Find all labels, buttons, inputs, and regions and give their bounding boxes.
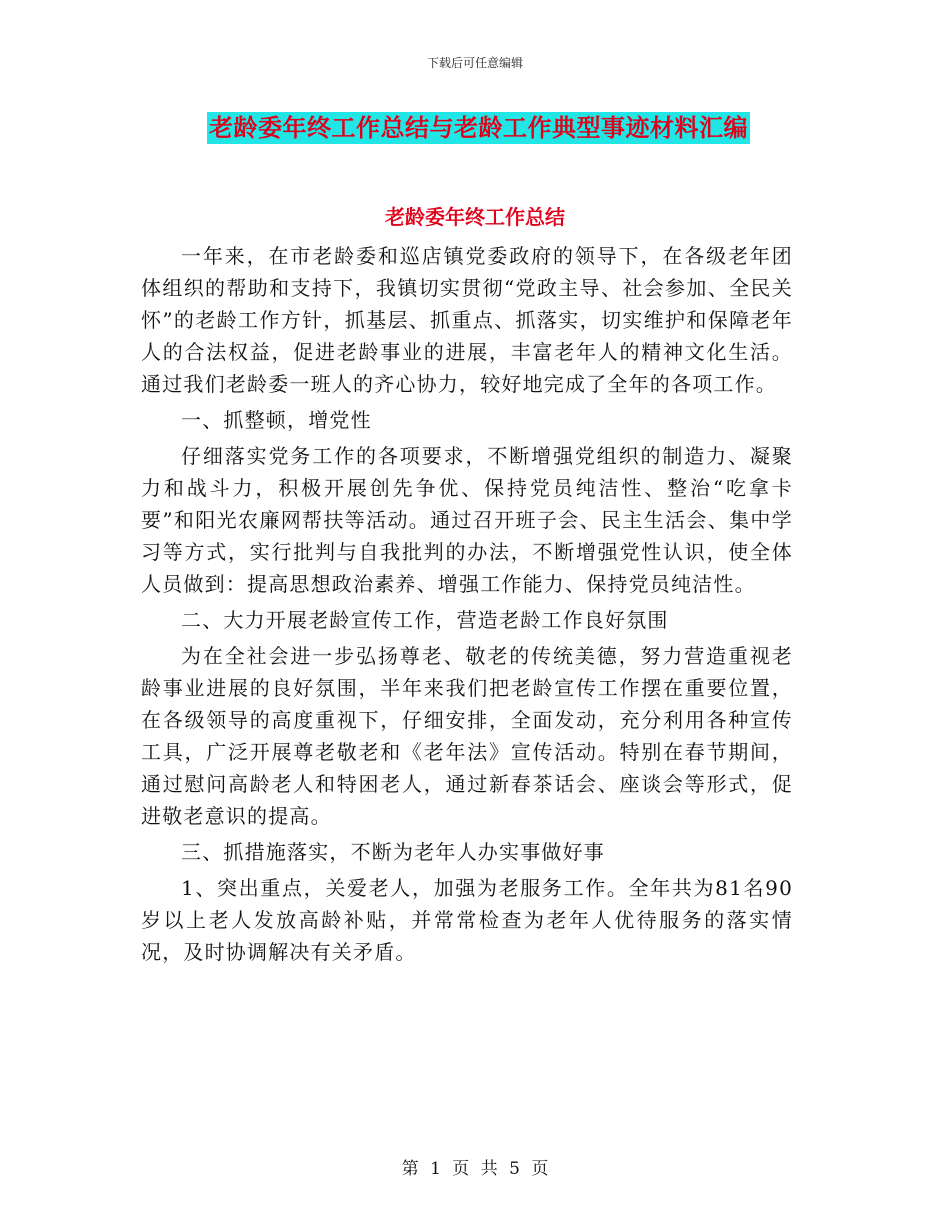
section-title: 老龄委年终工作总结 xyxy=(385,205,565,229)
paragraph-intro: 一年来，在市老龄委和巡店镇党委政府的领导下，在各级老年团体组织的帮助和支持下，我镇切实贯彻“党政主导、社会参加、全民关怀”的老龄工作方针，抓基层、抓重点、抓落实，切实维护和保障老年人的合法权益，促进老龄事业的进展，丰富老年人的精神文化生活。通过我们老龄委一班人的齐心协力，较好地完成了全年的各项工作。 xyxy=(141,244,793,396)
document-title: 老龄委年终工作总结与老龄工作典型事迹材料汇编 xyxy=(209,114,748,142)
paragraph-3: 1、突出重点，关爱老人，加强为老服务工作。全年共为81名90岁以上老人发放高龄补贴，并常常检查为老年人优待服务的落实情况，及时协调解决有关矛盾。 xyxy=(141,876,793,964)
heading-2: 二、大力开展老龄宣传工作，营造老龄工作良好氛围 xyxy=(181,608,669,632)
page-footer: 第 1 页 共 5 页 xyxy=(401,1159,549,1179)
heading-3: 三、抓措施落实，不断为老年人办实事做好事 xyxy=(181,840,605,864)
header-note: 下载后可任意编辑 xyxy=(426,56,523,70)
document-title-container xyxy=(207,112,750,146)
paragraph-1: 仔细落实党务工作的各项要求，不断增强党组织的制造力、凝聚力和战斗力，积极开展创先争优、保持党员纯洁性、整治“吃拿卡要”和阳光农廉网帮扶等活动。通过召开班子会、民主生活会、集中学习等方式，实行批判与自我批判的办法，不断增强党性认识，使全体人员做到：提高思想政治素养、增强工作能力、保持党员纯洁性。 xyxy=(141,444,793,596)
heading-1: 一、抓整顿，增党性 xyxy=(181,408,372,432)
paragraph-2: 为在全社会进一步弘扬尊老、敬老的传统美德，努力营造重视老龄事业进展的良好氛围，半年来我们把老龄宣传工作摆在重要位置，在各级领导的高度重视下，仔细安排，全面发动，充分利用各种宣传工具，广泛开展尊老敬老和《老年法》宣传活动。特别在春节期间，通过慰问高龄老人和特困老人，通过新春茶话会、座谈会等形式，促进敬老意识的提高。 xyxy=(141,644,793,828)
document-body xyxy=(141,240,793,972)
